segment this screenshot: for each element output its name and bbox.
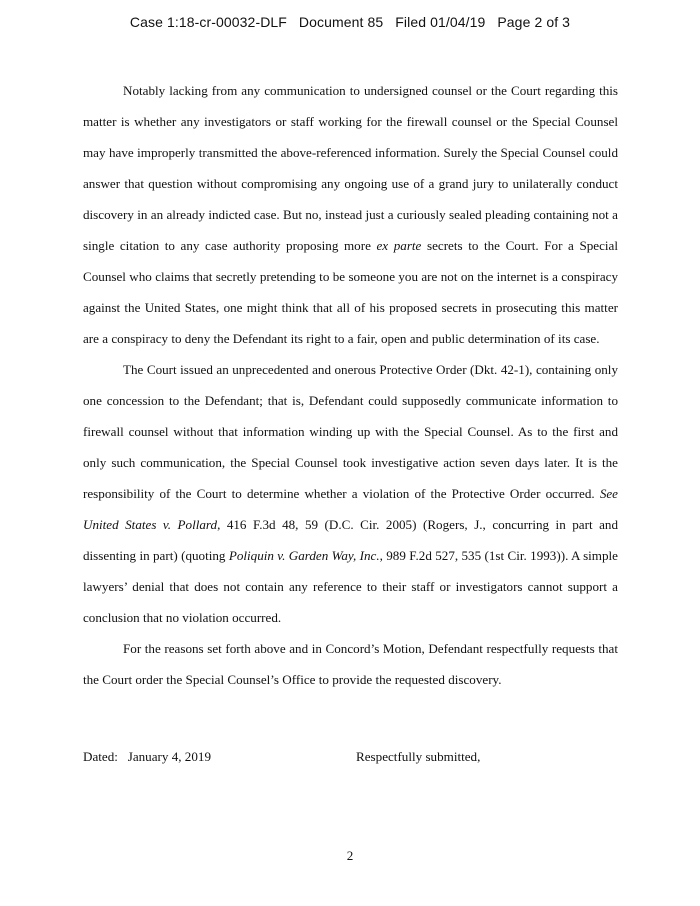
- p1-text-1: Notably lacking from any communication to undersigned counsel or the Court regarding this matter is whether any investigators or staff working for the firewall counsel or the Special Counsel may have improperly transmitted the above-referenced information. Surely the Special Counsel could answer that question without compromising any ongoing use of a grand jury to unilaterally conduct discovery in an already indicted case. But no, instead just a curiously sealed pleading containing not a single citation to any case authority proposing more: [83, 83, 618, 253]
- p2-text-2: , 416 F.3d 48, 59 (D.C. Cir. 2005) (Rogers, J., concurring in part and dissenting in part) (quoting: [83, 517, 618, 563]
- paragraph-2: [83, 354, 618, 633]
- respectfully-submitted: Respectfully submitted,: [356, 749, 481, 764]
- case-header: Case 1:18-cr-00032-DLF Document 85 Filed 01/04/19 Page 2 of 3: [129, 14, 571, 30]
- p1-italic-1: ex parte: [376, 238, 422, 253]
- p3-text-1: For the reasons set forth above and in Concord’s Motion, Defendant respectfully requests that the Court order the Special Counsel’s Office to provide the requested discovery.: [83, 641, 618, 687]
- document-body: [83, 75, 618, 695]
- dated-line: Dated: January 4, 2019: [83, 749, 211, 764]
- page-number: 2: [346, 848, 354, 863]
- p2-italic-1: See United States v. Pollard: [83, 486, 618, 532]
- p2-text-1: The Court issued an unprecedented and onerous Protective Order (Dkt. 42-1), containing only one concession to the Defendant; that is, Defendant could supposedly communicate information to firewall counsel without that information winding up with the Special Counsel. As to the first and only such communication, the Special Counsel took investigative action seven days later. It is the responsibility of the Court to determine whether a violation of the Protective Order occurred.: [83, 362, 618, 501]
- p1-text-2: secrets to the Court. For a Special Counsel who claims that secretly pretending to be someone you are not on the internet is a conspiracy against the United States, one might think that all of his proposed secrets in prosecuting this matter are a conspiracy to deny the Defendant its right to a fair, open and public determination of its case.: [83, 238, 619, 346]
- paragraph-1: [83, 75, 618, 354]
- p2-text-3: , 989 F.2d 527, 535 (1st Cir. 1993)). A simple lawyers’ denial that does not contain any reference to their staff or investigators cannot support a conclusion that no violation occurred.: [83, 548, 618, 625]
- signature-row: [83, 741, 618, 772]
- paragraph-3: [83, 633, 618, 695]
- p2-italic-2: Poliquin v. Garden Way, Inc.: [228, 548, 380, 563]
